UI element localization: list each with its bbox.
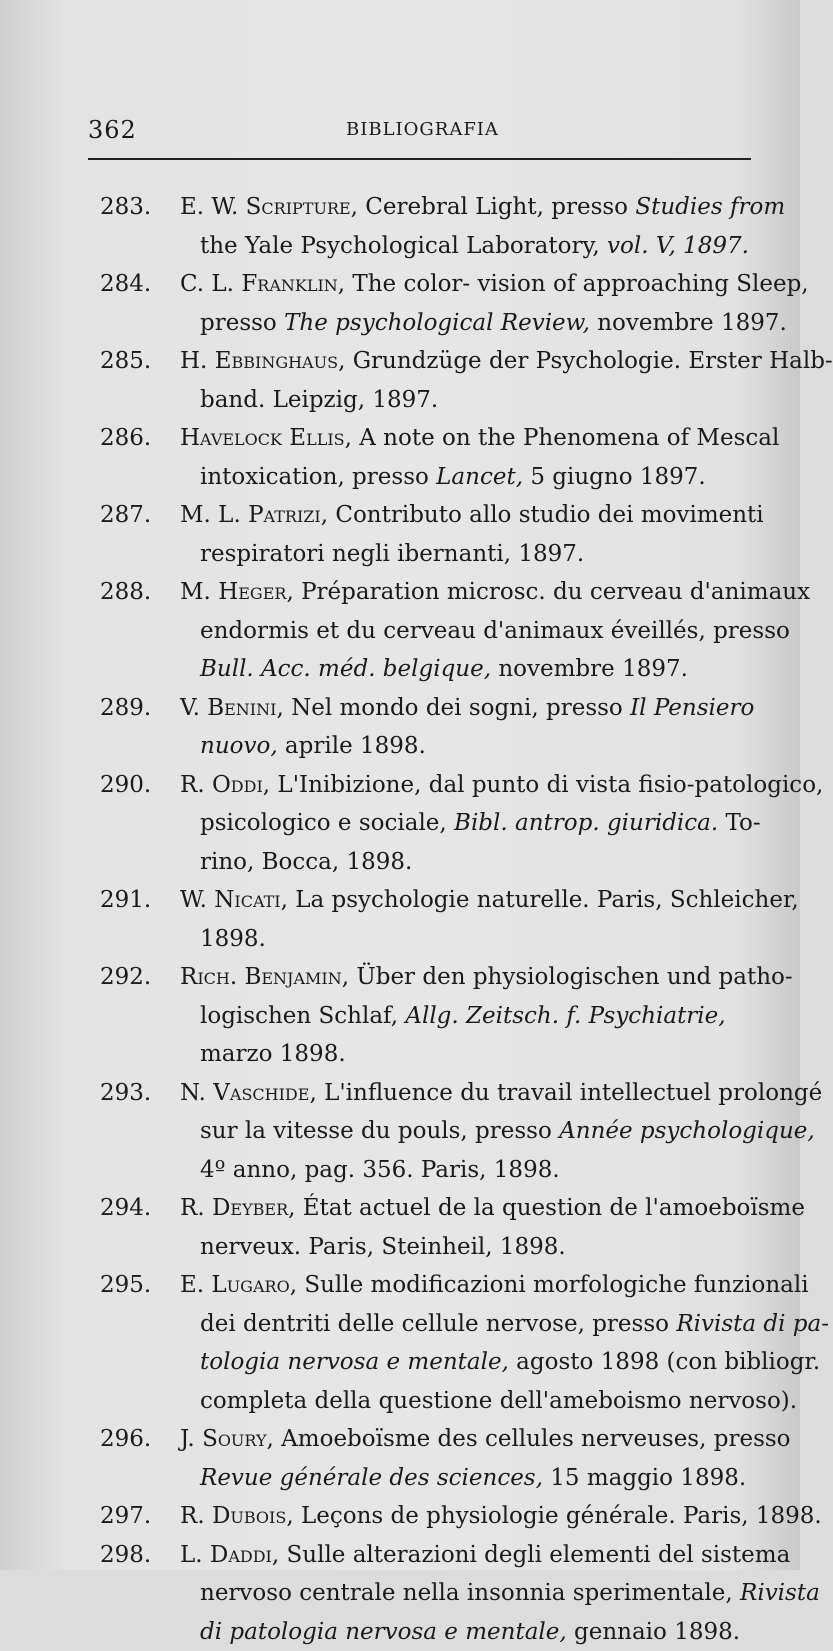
bibliography-entry bbox=[100, 1189, 760, 1266]
entry-line bbox=[100, 1151, 760, 1190]
entry-line bbox=[100, 650, 760, 689]
entry-text: Préparation microsc. du cerveau d'animaux bbox=[301, 579, 810, 605]
entry-line bbox=[100, 1613, 760, 1651]
bibliography-entry bbox=[100, 496, 760, 573]
entry-text: Sulle alterazioni degli elementi del sistema bbox=[287, 1542, 791, 1568]
author-name: Vaschide bbox=[213, 1080, 309, 1106]
author-name: Ebbinghaus bbox=[215, 348, 338, 374]
entry-number: 288. bbox=[100, 573, 180, 612]
entry-line bbox=[100, 1035, 760, 1074]
entry-line bbox=[100, 1112, 760, 1151]
author-name: Scripture bbox=[246, 194, 351, 220]
author-name: Franklin bbox=[241, 271, 337, 297]
entry-text: L'influence du travail intellectuel prolongé bbox=[324, 1080, 822, 1106]
bibliography-entry bbox=[100, 1266, 760, 1420]
entry-line bbox=[100, 1459, 760, 1498]
entry-line: 294. R. Deyber, État actuel de la question de l'amoeboïsme bbox=[100, 1189, 760, 1228]
author-initials: V. bbox=[180, 695, 200, 721]
entry-text: Cerebral Light, presso bbox=[365, 194, 635, 220]
entry-line: 297. R. Dubois, Leçons de physiologie générale. Paris, 1898. bbox=[100, 1497, 760, 1536]
entry-text: the Yale Psychological Laboratory, bbox=[200, 233, 600, 259]
publication-title: nuovo, bbox=[200, 733, 278, 759]
entry-line: 286. Havelock Ellis, A note on the Phenomena of Mescal bbox=[100, 419, 760, 458]
entry-number: 293. bbox=[100, 1074, 180, 1113]
author-initials: E. bbox=[180, 1272, 204, 1298]
entry-line: 284. C. L. Franklin, The color- vision of approaching Sleep, bbox=[100, 265, 760, 304]
entry-text: completa della questione dell'ameboismo nervoso). bbox=[200, 1388, 797, 1414]
entry-line bbox=[100, 535, 760, 574]
author-initials: M. bbox=[180, 579, 211, 605]
publication-title: Rivista di pa- bbox=[676, 1311, 829, 1337]
bibliography-entry bbox=[100, 1497, 760, 1536]
entry-number: 290. bbox=[100, 766, 180, 805]
entry-line bbox=[100, 1305, 760, 1344]
entry-text: novembre 1897. bbox=[590, 310, 787, 336]
entry-line: 290. R. Oddi, L'Inibizione, dal punto di vista fisio-patologico, bbox=[100, 766, 760, 805]
entry-text: Leçons de physiologie générale. Paris, 1898. bbox=[301, 1503, 822, 1529]
bibliography-entry bbox=[100, 1420, 760, 1497]
entry-number: 284. bbox=[100, 265, 180, 304]
author-name: Patrizi bbox=[248, 502, 321, 528]
entry-line: 291. W. Nicati, La psychologie naturelle. Paris, Schleicher, bbox=[100, 881, 760, 920]
entry-line bbox=[100, 1228, 760, 1267]
publication-title: tologia nervosa e mentale, bbox=[200, 1349, 509, 1375]
entry-number: 283. bbox=[100, 188, 180, 227]
page-header bbox=[88, 110, 748, 150]
entry-text: La psychologie naturelle. Paris, Schleicher, bbox=[295, 887, 798, 913]
entry-number: 295. bbox=[100, 1266, 180, 1305]
author-name: Daddi bbox=[210, 1542, 272, 1568]
author-initials: W. bbox=[180, 887, 207, 913]
entry-line bbox=[100, 920, 760, 959]
header-rule bbox=[88, 158, 751, 160]
bibliography-entry bbox=[100, 881, 760, 958]
bibliography-entry bbox=[100, 188, 760, 265]
entry-text: The color- vision of approaching Sleep, bbox=[352, 271, 808, 297]
entry-text: Grundzüge der Psychologie. Erster Halb- bbox=[353, 348, 833, 374]
entry-number: 287. bbox=[100, 496, 180, 535]
entry-text: intoxication, presso bbox=[200, 464, 436, 490]
publication-title: Bibl. antrop. giuridica. bbox=[454, 810, 718, 836]
author-name: Soury bbox=[202, 1426, 266, 1452]
entry-line: 292. Rich. Benjamin, Über den physiologischen und patho- bbox=[100, 958, 760, 997]
author-initials: N. bbox=[180, 1080, 206, 1106]
entry-text: nervoso centrale nella insonnia sperimentale, bbox=[200, 1580, 740, 1606]
entry-text: respiratori negli ibernanti, 1897. bbox=[200, 541, 584, 567]
author-initials: R. bbox=[180, 1195, 205, 1221]
author-initials: R. bbox=[180, 772, 205, 798]
author-initials: C. L. bbox=[180, 271, 234, 297]
entry-number: 292. bbox=[100, 958, 180, 997]
bibliography-entry bbox=[100, 766, 760, 882]
entry-text: rino, Bocca, 1898. bbox=[200, 849, 412, 875]
author-name: Havelock Ellis bbox=[180, 425, 345, 451]
entry-line bbox=[100, 804, 760, 843]
bibliography-entry bbox=[100, 419, 760, 496]
author-initials: H. bbox=[180, 348, 207, 374]
entry-text: aprile 1898. bbox=[278, 733, 426, 759]
publication-title: The psychological Review, bbox=[284, 310, 590, 336]
entry-text: psicologico e sociale, bbox=[200, 810, 454, 836]
entry-text: gennaio 1898. bbox=[567, 1619, 740, 1645]
publication-title: vol. V, 1897. bbox=[600, 233, 749, 259]
entry-line: 293. N. Vaschide, L'influence du travail intellectuel prolongé bbox=[100, 1074, 760, 1113]
entry-text: Nel mondo dei sogni, presso bbox=[291, 695, 630, 721]
entry-text: 15 maggio 1898. bbox=[543, 1465, 746, 1491]
entry-text: endormis et du cerveau d'animaux éveillés, presso bbox=[200, 618, 790, 644]
entry-number: 286. bbox=[100, 419, 180, 458]
entry-number: 291. bbox=[100, 881, 180, 920]
entry-line bbox=[100, 458, 760, 497]
entry-line bbox=[100, 381, 760, 420]
entry-line bbox=[100, 843, 760, 882]
publication-title: Il Pensiero bbox=[630, 695, 754, 721]
entry-line: 283. E. W. Scripture, Cerebral Light, presso Studies from bbox=[100, 188, 760, 227]
publication-title: Année psychologique, bbox=[559, 1118, 815, 1144]
entry-text: logischen Schlaf, bbox=[200, 1003, 405, 1029]
running-title: BIBLIOGRAFIA bbox=[346, 119, 499, 140]
entry-text: État actuel de la question de l'amoeboïsme bbox=[303, 1195, 805, 1221]
entry-line bbox=[100, 727, 760, 766]
entry-text: dei dentriti delle cellule nervose, presso bbox=[200, 1311, 676, 1337]
author-initials: J. bbox=[180, 1426, 195, 1452]
entry-line: 287. M. L. Patrizi, Contributo allo studio dei movimenti bbox=[100, 496, 760, 535]
author-initials: M. L. bbox=[180, 502, 241, 528]
entry-text: 4º anno, pag. 356. Paris, 1898. bbox=[200, 1157, 560, 1183]
publication-title: Bull. Acc. méd. belgique, bbox=[200, 656, 491, 682]
bibliography-entry bbox=[100, 1074, 760, 1190]
bibliography-entry bbox=[100, 1536, 760, 1651]
author-initials: E. W. bbox=[180, 194, 238, 220]
publication-title: Lancet, bbox=[436, 464, 523, 490]
entry-line bbox=[100, 304, 760, 343]
entry-number: 285. bbox=[100, 342, 180, 381]
entry-line: 285. H. Ebbinghaus, Grundzüge der Psychologie. Erster Halb- bbox=[100, 342, 760, 381]
entry-line bbox=[100, 997, 760, 1036]
entry-number: 294. bbox=[100, 1189, 180, 1228]
entry-text: To- bbox=[718, 810, 761, 836]
publication-title: Revue générale des sciences, bbox=[200, 1465, 543, 1491]
bibliography-entry bbox=[100, 265, 760, 342]
entry-line: 296. J. Soury, Amoeboïsme des cellules nerveuses, presso bbox=[100, 1420, 760, 1459]
entry-text: L'Inibizione, dal punto di vista fisio-patologico, bbox=[277, 772, 823, 798]
bibliography-list bbox=[100, 188, 760, 1651]
entry-line: 288. M. Heger, Préparation microsc. du cerveau d'animaux bbox=[100, 573, 760, 612]
bibliography-entry bbox=[100, 958, 760, 1074]
entry-text: band. Leipzig, 1897. bbox=[200, 387, 438, 413]
entry-text: 5 giugno 1897. bbox=[523, 464, 706, 490]
entry-line: 298. L. Daddi, Sulle alterazioni degli elementi del sistema bbox=[100, 1536, 760, 1575]
entry-text: novembre 1897. bbox=[491, 656, 688, 682]
publication-title: Rivista bbox=[740, 1580, 820, 1606]
author-initials: R. bbox=[180, 1503, 205, 1529]
entry-text: Sulle modificazioni morfologiche funzionali bbox=[304, 1272, 808, 1298]
bibliography-entry bbox=[100, 573, 760, 689]
author-name: Heger bbox=[218, 579, 286, 605]
publication-title: di patologia nervosa e mentale, bbox=[200, 1619, 567, 1645]
entry-number: 298. bbox=[100, 1536, 180, 1575]
entry-line: 289. V. Benini, Nel mondo dei sogni, presso Il Pensiero bbox=[100, 689, 760, 728]
author-name: Oddi bbox=[212, 772, 263, 798]
author-name: Dubois bbox=[212, 1503, 286, 1529]
author-name: Lugaro bbox=[211, 1272, 289, 1298]
entry-number: 289. bbox=[100, 689, 180, 728]
entry-text: agosto 1898 (con bibliogr. bbox=[509, 1349, 820, 1375]
entry-text: sur la vitesse du pouls, presso bbox=[200, 1118, 559, 1144]
entry-line bbox=[100, 1382, 760, 1421]
entry-text: marzo 1898. bbox=[200, 1041, 346, 1067]
entry-text: 1898. bbox=[200, 926, 266, 952]
entry-line bbox=[100, 1574, 760, 1613]
publication-title: Allg. Zeitsch. f. Psychiatrie, bbox=[405, 1003, 725, 1029]
entry-text: Amoeboïsme des cellules nerveuses, presso bbox=[281, 1426, 790, 1452]
author-name: Benini bbox=[207, 695, 276, 721]
entry-text: nerveux. Paris, Steinheil, 1898. bbox=[200, 1234, 566, 1260]
entry-line bbox=[100, 1343, 760, 1382]
publication-title: Studies from bbox=[635, 194, 785, 220]
entry-number: 297. bbox=[100, 1497, 180, 1536]
entry-text: Contributo allo studio dei movimenti bbox=[335, 502, 763, 528]
author-name: Nicati bbox=[214, 887, 280, 913]
entry-line: 295. E. Lugaro, Sulle modificazioni morfologiche funzionali bbox=[100, 1266, 760, 1305]
bibliography-entry bbox=[100, 342, 760, 419]
bibliography-entry bbox=[100, 689, 760, 766]
entry-text: A note on the Phenomena of Mescal bbox=[359, 425, 779, 451]
entry-line bbox=[100, 227, 760, 266]
entry-text: Über den physiologischen und patho- bbox=[356, 964, 792, 990]
author-initials: L. bbox=[180, 1542, 203, 1568]
page-number: 362 bbox=[88, 116, 137, 144]
entry-text: presso bbox=[200, 310, 284, 336]
entry-number: 296. bbox=[100, 1420, 180, 1459]
author-name: Deyber bbox=[212, 1195, 288, 1221]
author-name: Rich. Benjamin bbox=[180, 964, 342, 990]
entry-line bbox=[100, 612, 760, 651]
